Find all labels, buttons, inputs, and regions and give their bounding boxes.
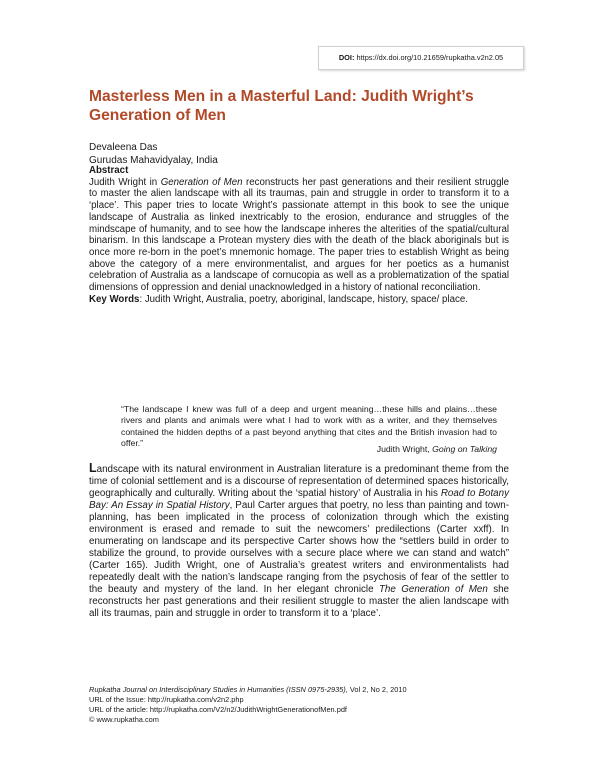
doi-box	[318, 46, 524, 70]
abstract-heading: Abstract	[89, 165, 129, 176]
issue-url[interactable]: URL of the Issue: http://rupkatha.com/v2n2.php	[89, 695, 244, 704]
journal-name: Rupkatha Journal on Interdisciplinary Studies in Humanities (ISSN 0975-2935),	[89, 685, 348, 694]
abstract-section	[89, 165, 509, 305]
journal-volume: Vol 2, No 2, 2010	[347, 685, 407, 694]
abstract-text-part: Judith Wright in	[89, 176, 161, 188]
author-affiliation: Gurudas Mahavidyalay, India	[89, 155, 218, 166]
body-text-1: andscape with its natural environment in Australian literature is a predominant theme from the time of colonial settlement and is a discourse of representation of determined spaces historically, geographically and culturally. Writing about the ‘spatial history’ of Australia in his	[89, 464, 509, 499]
abstract-text-rest: reconstructs her past generations and their resilient struggle to master the alien landscape with all its traumas, pain and struggle in order to transform it to a ‘place’. This paper tries to locate Wright’s passionate attempt in this book to see the unique landscape of Australia as linked inextricably to the erosion, endurance and struggles of the mindscape of humanity, and to see how the landscape inheres the alterities of the spatial/cultural binarism. In this landscape a Protean mystery dies with the death of the black aboriginals but is once more re-born in the poet’s mnemonic homage. The paper tries to establish Wright as being above the category of a mere environmentalist, and argues for her poetics as a humanist celebration of Australia as a landscape of cornucopia as well as a problematization of the spatial dimensions of oppression and denial unacknowledged in a history of national reconciliation.	[89, 176, 510, 294]
epigraph-attribution	[377, 444, 497, 454]
abstract-italic-title: Generation of Men	[160, 176, 243, 188]
body-paragraph	[89, 462, 509, 620]
doi-label: DOI:	[338, 53, 355, 62]
attribution-author: Judith Wright,	[376, 444, 433, 454]
copyright: © www.rupkatha.com	[89, 715, 159, 724]
keywords	[89, 294, 509, 306]
article-url[interactable]: URL of the article: http://rupkatha.com/V2/n2/JudithWrightGenerationofMen.pdf	[89, 705, 347, 714]
body-italic-2: The Generation of Men	[378, 584, 488, 595]
body-text-2: , Paul Carter argues that poetry, no less than painting and town-planning, has been implicated in the process of colonization through which the existing environment is erased and remade to suit the newcomers’ predilections (Carter xxff). In enumerating on landscape and its perspective Carter shows how the “settlers build in order to stabilize the ground, to provide ourselves with a secure place where we can stand and watch” (Carter 165). Judith Wright, one of Australia’s greatest writers and environmentalists had repeatedly dealt with the nation’s landscape ranging from the psychosis of fear of the settler to the beauty and mystery of the land. In her elegant chronicle	[89, 500, 509, 595]
footer-journal	[89, 685, 509, 695]
epigraph-quote: “The landscape I knew was full of a deep and urgent meaning…these hills and plains…these rivers and plants and animals were what I had to work with as a writer, and they themselves contained the hidden depths of a past beyond anything that cites and the British invasion had to offer.”	[121, 404, 497, 449]
paper-title: Masterless Men in a Masterful Land: Judith Wright’s Generation of Men	[89, 88, 474, 124]
doi-link[interactable]: https://dx.doi.org/10.21659/rupkatha.v2n2.05	[356, 53, 504, 62]
author-block	[89, 141, 218, 167]
body-text-3: she reconstructs her past generations and their resilient struggle to master the alien landscape with all its traumas, pain and struggle in order to transform it to a ‘place’.	[89, 584, 509, 619]
body-italic-1: Road to Botany Bay: An Essay in Spatial History	[89, 488, 509, 511]
drop-cap: L	[89, 461, 97, 475]
keywords-list: : Judith Wright, Australia, poetry, aboriginal, landscape, history, space/ place.	[139, 293, 468, 305]
attribution-work: Going on Talking	[432, 444, 497, 454]
keywords-label: Key Words	[89, 293, 140, 305]
author-name: Devaleena Das	[89, 142, 158, 153]
page-footer	[89, 685, 509, 725]
abstract-text	[89, 177, 509, 294]
